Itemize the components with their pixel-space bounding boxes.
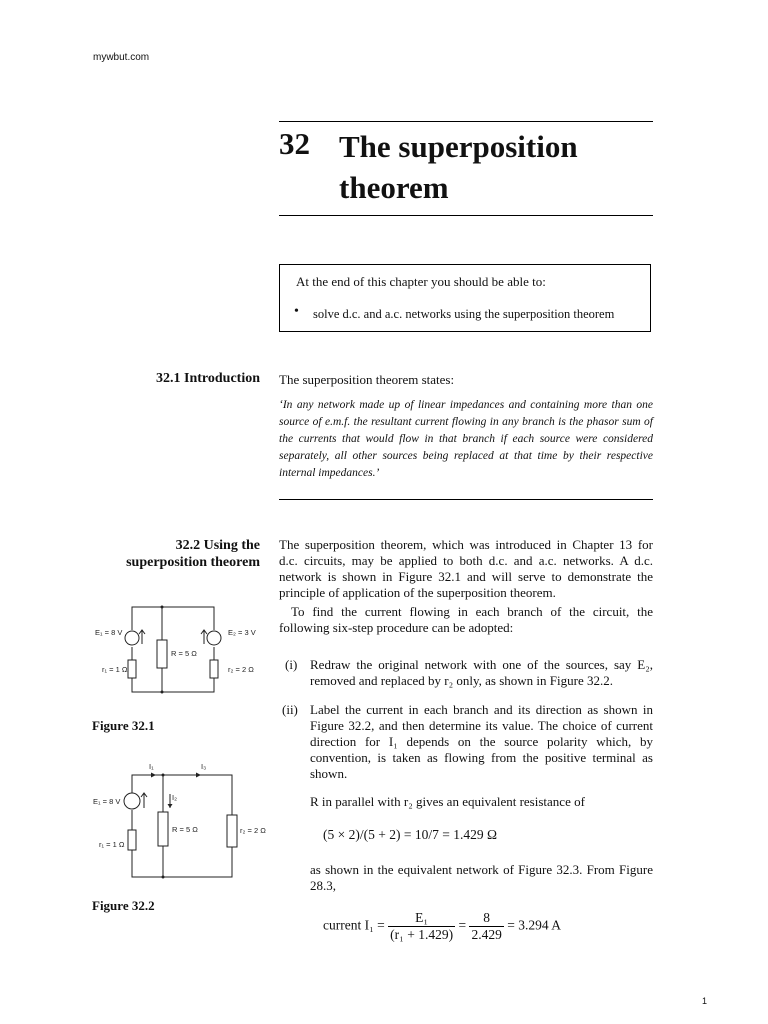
step-1-number: (i) [285, 657, 298, 672]
parallel-text: R in parallel with r₂ gives an equivalent resistance of [310, 794, 585, 809]
fraction-numeric-denominator: 2.429 [471, 927, 502, 942]
figure-32-1-caption: Figure 32.1 [92, 718, 155, 733]
fraction-numeric-numerator: 8 [469, 910, 503, 927]
fig2-label-r: R = 5 Ω [172, 825, 198, 834]
fig2-label-i1: I₁ [149, 762, 154, 771]
fraction-e1 [388, 910, 455, 943]
fig1-label-r: R = 5 Ω [171, 649, 197, 658]
fig2-label-r1: r₁ = 1 Ω [99, 840, 125, 849]
section-heading-line1: 32.2 Using the [175, 538, 260, 553]
figure-32-2-circuit [92, 760, 272, 890]
fraction-numeric [469, 910, 503, 943]
intro-lead: The superposition theorem states: [279, 372, 455, 387]
fraction-e1-numerator: E₁ [388, 910, 455, 927]
section-heading-introduction: 32.1 Introduction [156, 371, 260, 386]
section-heading-line2: superposition theorem [126, 555, 260, 570]
objective-item: solve d.c. and a.c. networks using the superposition theorem [313, 307, 615, 321]
fig2-label-e1: E₁ = 8 V [93, 797, 121, 806]
objectives-box [279, 264, 651, 332]
bullet-marker: • [294, 304, 299, 319]
fig1-label-e1: E₁ = 8 V [95, 628, 123, 637]
current-result: = 3.294 A [507, 917, 561, 933]
equals-sign: = [458, 917, 467, 933]
current-label: current I₁ = [323, 917, 385, 933]
para-intro: The superposition theorem, which was introduced in Chapter 13 for d.c. circuits, may be applied to both d.c. and a.c. networks. A d.c. network is shown in Figure 32.1 and will serve to demonstrate the principle of application of the superposition theorem. [279, 537, 653, 600]
fig2-label-r2: r₂ = 2 Ω [240, 826, 266, 835]
site-watermark: mywbut.com [93, 52, 150, 63]
para-procedure: To find the current flowing in each branch of the circuit, the following six-step procedure can be adopted: [279, 604, 653, 635]
chapter-title: The superposition theorem [339, 129, 578, 205]
top-rule [279, 121, 653, 122]
step-1-text: Redraw the original network with one of the sources, say E₂, removed and replaced by r₂ only, as shown in Figure 32.2. [310, 657, 653, 688]
figure-32-2-caption: Figure 32.2 [92, 898, 155, 913]
page-number: 1 [701, 996, 707, 1006]
step-2-number: (ii) [282, 702, 298, 717]
section-heading-using [126, 537, 260, 571]
objectives-intro: At the end of this chapter you should be able to: [296, 274, 546, 289]
fig2-label-i3: I₃ [201, 762, 207, 771]
current-equation [323, 910, 561, 943]
as-shown-text: as shown in the equivalent network of Figure 32.3. From Figure 28.3, [310, 862, 653, 893]
theorem-quote: ‘In any network made up of linear impedances and containing more than one source of e.m.f. the resultant current flowing in any branch is the phasor sum of the currents that would flow in that branch if each source were considered separately, all other sources being replaced at that time by their respective internal impedances.’ [279, 399, 653, 479]
title-bottom-rule [279, 215, 653, 216]
equation-resistance: (5 × 2)/(5 + 2) = 10/7 = 1.429 Ω [323, 827, 497, 842]
chapter-number: 32 [279, 126, 310, 161]
fig1-label-e2: E₂ = 3 V [228, 628, 256, 637]
fraction-e1-denominator: (r₁ + 1.429) [390, 927, 454, 942]
step-2-text: Label the current in each branch and its direction as shown in Figure 32.2, and then determine its value. The choice of current direction for I₁ depends on the source polarity which, by convention, is taken as flowing from the positive terminal as shown. [310, 702, 653, 781]
fig2-label-i2: I₂ [172, 793, 177, 802]
section-divider-rule [279, 499, 653, 500]
fig1-label-r2: r₂ = 2 Ω [228, 665, 254, 674]
fig1-label-r1: r₁ = 1 Ω [102, 665, 128, 674]
figure-32-1-circuit [92, 600, 272, 700]
